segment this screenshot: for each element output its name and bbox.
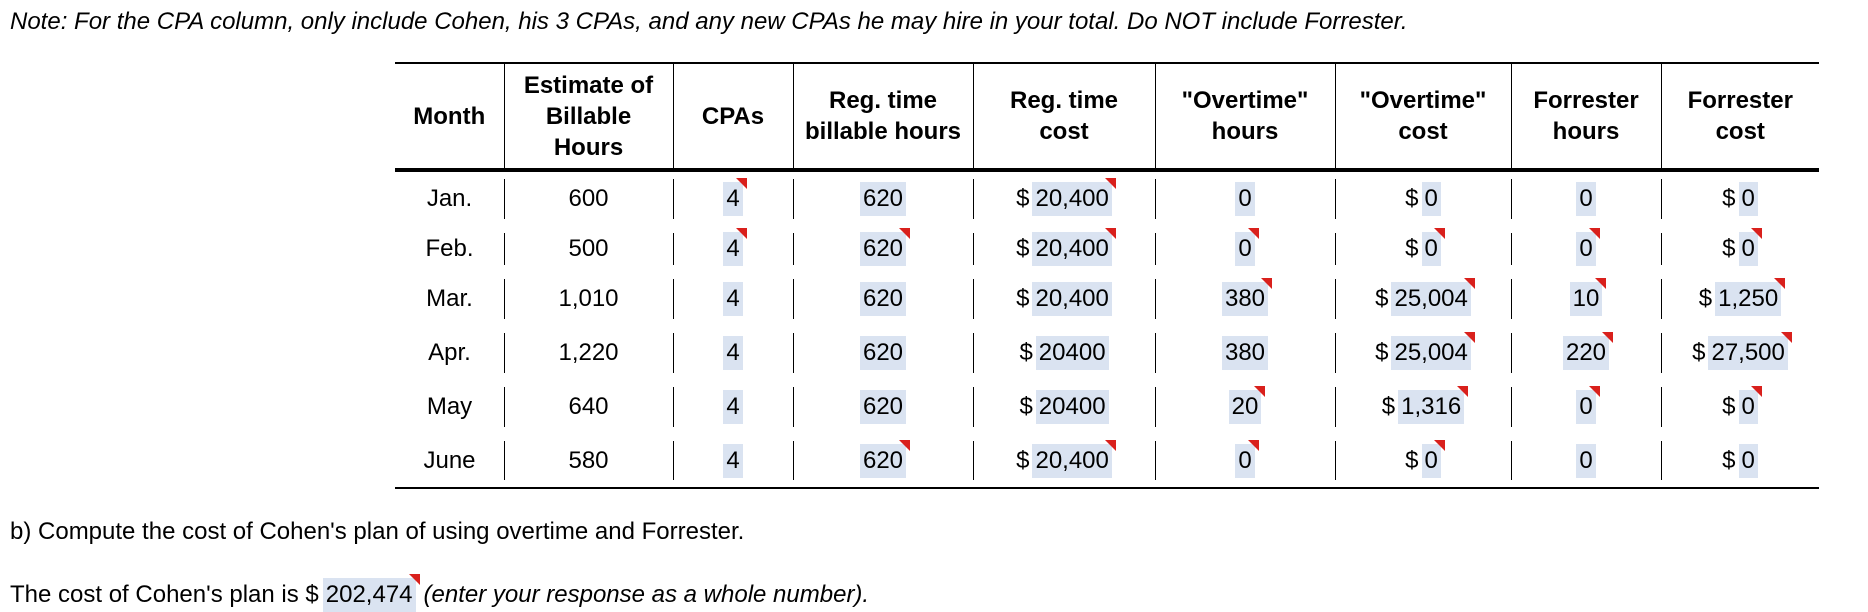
answer-input[interactable]: 20 xyxy=(1229,390,1262,424)
currency-symbol: $ xyxy=(1019,393,1033,420)
answer-input[interactable]: 20,400 xyxy=(1032,232,1111,266)
answer-input[interactable]: 620 xyxy=(860,282,906,316)
answer-input[interactable]: 0 xyxy=(1235,232,1254,266)
feedback-flag-icon xyxy=(899,228,910,239)
answer-input[interactable]: 4 xyxy=(723,336,742,370)
answer-input[interactable]: 10 xyxy=(1570,282,1603,316)
cell-reg-cost xyxy=(973,272,1155,326)
cell-forr-cost xyxy=(1661,380,1819,434)
feedback-flag-icon xyxy=(1589,228,1600,239)
answer-input[interactable]: 4 xyxy=(723,232,742,266)
cell-estimate: 1,220 xyxy=(504,326,673,380)
cell-forr-cost xyxy=(1661,434,1819,488)
cell-forr-hours xyxy=(1511,380,1661,434)
feedback-flag-icon xyxy=(736,228,747,239)
cell-reg-cost xyxy=(973,326,1155,380)
cell-ot-cost xyxy=(1335,380,1511,434)
answer-input[interactable]: 0 xyxy=(1576,182,1595,216)
currency-symbol: $ xyxy=(1405,185,1419,212)
cell-estimate: 1,010 xyxy=(504,272,673,326)
table-row xyxy=(395,272,1819,326)
table-row xyxy=(395,380,1819,434)
answer-prefix: The cost of Cohen's plan is $ xyxy=(10,581,319,608)
cell-reg-hours xyxy=(793,272,973,326)
cell-reg-cost xyxy=(973,226,1155,272)
feedback-flag-icon xyxy=(899,440,910,451)
answer-input[interactable]: 0 xyxy=(1739,444,1758,478)
feedback-flag-icon xyxy=(1434,440,1445,451)
header-forrester-cost: Forrester cost xyxy=(1661,63,1819,170)
cell-ot-cost xyxy=(1335,326,1511,380)
cell-forr-cost xyxy=(1661,272,1819,326)
table-row xyxy=(395,170,1819,226)
answer-input[interactable]: 20,400 xyxy=(1032,444,1111,478)
instruction-note: Note: For the CPA column, only include Cohen, his 3 CPAs, and any new CPAs he may hire in your total. Do NOT include Forrester. xyxy=(10,8,1408,35)
cost-table xyxy=(395,62,1819,489)
feedback-flag-icon xyxy=(1464,278,1475,289)
cell-cpas xyxy=(673,226,793,272)
cell-reg-hours xyxy=(793,326,973,380)
currency-symbol: $ xyxy=(1722,393,1736,420)
answer-input[interactable]: 4 xyxy=(723,182,742,216)
feedback-flag-icon xyxy=(1751,228,1762,239)
header-forrester-hours: Forrester hours xyxy=(1511,63,1661,170)
answer-input[interactable]: 4 xyxy=(723,390,742,424)
cell-month: Apr. xyxy=(428,339,471,366)
answer-input[interactable]: 25,004 xyxy=(1391,282,1470,316)
feedback-flag-icon xyxy=(1751,386,1762,397)
answer-input[interactable]: 620 xyxy=(860,390,906,424)
currency-symbol: $ xyxy=(1016,285,1030,312)
answer-input[interactable]: 0 xyxy=(1576,444,1595,478)
feedback-flag-icon xyxy=(1254,386,1265,397)
feedback-flag-icon xyxy=(1105,228,1116,239)
feedback-flag-icon xyxy=(1464,332,1475,343)
feedback-flag-icon xyxy=(409,574,420,585)
currency-symbol: $ xyxy=(1722,446,1736,474)
cell-ot-cost xyxy=(1335,226,1511,272)
feedback-flag-icon xyxy=(1602,332,1613,343)
cell-ot-cost xyxy=(1335,170,1511,226)
answer-input[interactable]: 0 xyxy=(1739,232,1758,266)
cell-ot-hours xyxy=(1155,226,1335,272)
cell-cpas xyxy=(673,272,793,326)
answer-input[interactable]: 20,400 xyxy=(1032,282,1111,316)
currency-symbol: $ xyxy=(1692,339,1706,366)
answer-input[interactable]: 0 xyxy=(1422,182,1441,216)
cell-month: Jan. xyxy=(426,185,473,212)
currency-symbol: $ xyxy=(1381,393,1396,420)
cell-ot-hours xyxy=(1155,170,1335,226)
cell-month: Mar. xyxy=(426,285,473,312)
feedback-flag-icon xyxy=(1774,278,1785,289)
cell-estimate: 500 xyxy=(504,226,673,272)
currency-symbol: $ xyxy=(1698,285,1713,312)
header-reg-hours: Reg. time billable hours xyxy=(793,63,973,170)
table-row xyxy=(395,326,1819,380)
answer-input[interactable]: 0 xyxy=(1576,390,1595,424)
cell-cpas xyxy=(673,326,793,380)
currency-symbol: $ xyxy=(1722,235,1736,262)
table-row xyxy=(395,226,1819,272)
cell-estimate: 600 xyxy=(504,170,673,226)
currency-symbol: $ xyxy=(1016,185,1030,212)
feedback-flag-icon xyxy=(1261,278,1272,289)
feedback-flag-icon xyxy=(1105,440,1116,451)
currency-symbol: $ xyxy=(1722,185,1736,212)
cell-cpas xyxy=(673,380,793,434)
header-ot-hours: "Overtime" hours xyxy=(1155,63,1335,170)
feedback-flag-icon xyxy=(1781,332,1792,343)
feedback-flag-icon xyxy=(736,178,747,189)
answer-line xyxy=(10,578,869,612)
currency-symbol: $ xyxy=(1019,339,1033,366)
answer-input[interactable]: 620 xyxy=(860,232,906,266)
feedback-flag-icon xyxy=(1105,178,1116,189)
table-header-row xyxy=(395,63,1819,170)
currency-symbol: $ xyxy=(1016,235,1030,262)
cell-forr-cost xyxy=(1661,326,1819,380)
cell-forr-hours xyxy=(1511,434,1661,488)
currency-symbol: $ xyxy=(1405,235,1419,262)
answer-input[interactable]: 620 xyxy=(860,444,906,478)
cell-forr-hours xyxy=(1511,226,1661,272)
answer-input[interactable]: 220 xyxy=(1563,336,1609,370)
currency-symbol: $ xyxy=(1375,339,1389,366)
header-cpas: CPAs xyxy=(673,63,793,170)
cell-forr-hours xyxy=(1511,326,1661,380)
feedback-flag-icon xyxy=(1434,228,1445,239)
cell-reg-hours xyxy=(793,226,973,272)
currency-symbol: $ xyxy=(1405,446,1419,474)
answer-input[interactable]: 380 xyxy=(1222,282,1268,316)
answer-input[interactable]: 20400 xyxy=(1036,390,1109,424)
header-month: Month xyxy=(395,63,504,170)
answer-input[interactable]: 1,250 xyxy=(1715,282,1781,316)
answer-input[interactable]: 0 xyxy=(1422,232,1441,266)
cell-reg-hours xyxy=(793,434,973,488)
feedback-flag-icon xyxy=(1595,278,1606,289)
question-b: b) Compute the cost of Cohen's plan of using overtime and Forrester. xyxy=(10,518,745,545)
cell-ot-cost xyxy=(1335,434,1511,488)
answer-input[interactable]: 25,004 xyxy=(1391,336,1470,370)
currency-symbol: $ xyxy=(1375,285,1389,312)
feedback-flag-icon xyxy=(1589,386,1600,397)
answer-input[interactable]: 620 xyxy=(860,182,906,216)
cell-month: Feb. xyxy=(425,235,474,262)
cell-estimate: 640 xyxy=(504,380,673,434)
answer-input[interactable]: 0 xyxy=(1576,232,1595,266)
header-ot-cost: "Overtime" cost xyxy=(1335,63,1511,170)
cell-forr-cost xyxy=(1661,170,1819,226)
cell-forr-cost xyxy=(1661,226,1819,272)
cell-ot-hours xyxy=(1155,326,1335,380)
cell-estimate: 580 xyxy=(504,434,673,488)
cell-ot-hours xyxy=(1155,272,1335,326)
cell-cpas xyxy=(673,434,793,488)
answer-input[interactable]: 202,474 xyxy=(323,578,416,612)
cell-reg-cost xyxy=(973,170,1155,226)
answer-input[interactable]: 0 xyxy=(1235,444,1254,478)
answer-input[interactable]: 1,316 xyxy=(1398,390,1464,424)
answer-input[interactable]: 0 xyxy=(1739,182,1758,216)
answer-input[interactable]: 4 xyxy=(723,282,742,316)
answer-hint: (enter your response as a whole number). xyxy=(423,581,870,608)
cell-cpas xyxy=(673,170,793,226)
answer-input[interactable]: 0 xyxy=(1235,182,1254,216)
cell-reg-hours xyxy=(793,380,973,434)
answer-input[interactable]: 4 xyxy=(723,444,742,478)
table-row xyxy=(395,434,1819,488)
cell-ot-cost xyxy=(1335,272,1511,326)
cell-forr-hours xyxy=(1511,272,1661,326)
header-reg-cost: Reg. time cost xyxy=(973,63,1155,170)
answer-input[interactable]: 0 xyxy=(1422,444,1441,478)
answer-input[interactable]: 620 xyxy=(860,336,906,370)
answer-input[interactable]: 0 xyxy=(1739,390,1758,424)
cell-ot-hours xyxy=(1155,434,1335,488)
header-estimate: Estimate of Billable Hours xyxy=(504,63,673,170)
cell-reg-cost xyxy=(973,380,1155,434)
feedback-flag-icon xyxy=(1457,386,1468,397)
cell-ot-hours xyxy=(1155,380,1335,434)
answer-input[interactable]: 380 xyxy=(1222,336,1268,370)
cell-month: May xyxy=(426,393,473,420)
currency-symbol: $ xyxy=(1016,446,1030,474)
cell-month: June xyxy=(423,446,476,474)
feedback-flag-icon xyxy=(1248,228,1259,239)
cell-forr-hours xyxy=(1511,170,1661,226)
cell-reg-cost xyxy=(973,434,1155,488)
feedback-flag-icon xyxy=(1248,440,1259,451)
answer-input[interactable]: 27,500 xyxy=(1708,336,1787,370)
answer-input[interactable]: 20,400 xyxy=(1032,182,1111,216)
answer-input[interactable]: 20400 xyxy=(1036,336,1109,370)
cell-reg-hours xyxy=(793,170,973,226)
